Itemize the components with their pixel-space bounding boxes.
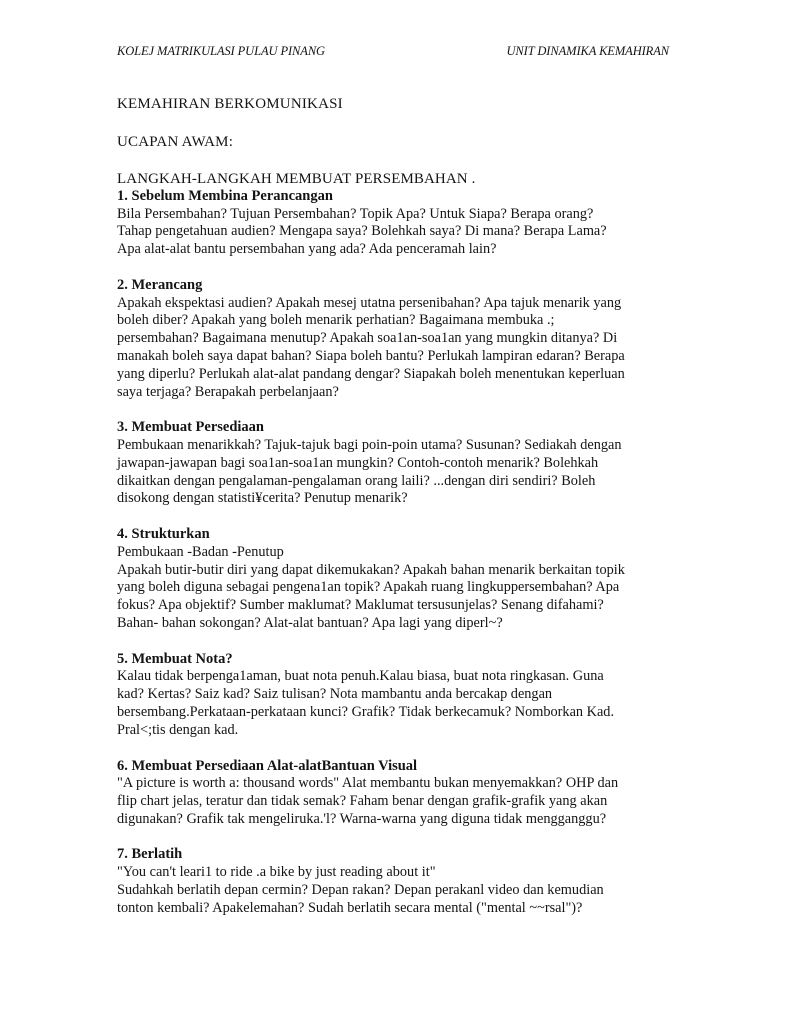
- body-line: yang boleh diguna sebagai pengena1an topik? Apakah ruang lingkuppersembahan? Apa: [117, 579, 620, 596]
- section: [117, 758, 677, 829]
- section-body: [117, 295, 677, 402]
- body-line: Pral<;tis dengan kad.: [117, 721, 239, 738]
- body-line: Apakah ekspektasi audien? Apakah mesej utatna persenibahan? Apa tajuk menarik yang: [117, 294, 622, 311]
- section-body: [117, 775, 677, 828]
- section: [117, 277, 677, 401]
- body-line: saya terjaga? Berapakah perbelanjaan?: [117, 383, 339, 400]
- body-line: Pembukaan menarikkah? Tajuk-tajuk bagi poin-poin utama? Susunan? Sediakah dengan: [117, 436, 622, 453]
- body-line: digunakan? Grafik tak mengeliruka.'l? Warna-warna yang diguna tidak mengganggu?: [117, 810, 607, 827]
- body-line: Tahap pengetahuan audien? Mengapa saya? Bolehkah saya? Di mana? Berapa Lama?: [117, 223, 607, 240]
- section-heading: 2. Merancang: [117, 276, 203, 293]
- body-line: persembahan? Bagaimana menutup? Apakah soa1an-soa1an yang mungkin ditanya? Di: [117, 330, 618, 347]
- running-header: [117, 44, 677, 62]
- section: [117, 419, 677, 508]
- section: [117, 846, 677, 917]
- document-page: [117, 44, 677, 935]
- body-line: Kalau tidak berpenga1aman, buat nota penuh.Kalau biasa, buat nota ringkasan. Guna: [117, 668, 604, 685]
- document-title: KEMAHIRAN BERKOMUNIKASI: [117, 96, 343, 112]
- header-left: KOLEJ MATRIKULASI PULAU PINANG: [117, 44, 325, 58]
- section: [117, 188, 677, 259]
- section-heading: 3. Membuat Persediaan: [117, 419, 264, 436]
- body-line: "You can't leari1 to ride .a bike by just reading about it": [117, 864, 436, 881]
- body-line: bersembang.Perkataan-perkataan kunci? Grafik? Tidak berkecamuk? Nomborkan Kad.: [117, 703, 615, 720]
- body-line: boleh diber? Apakah yang boleh menarik perhatian? Bagaimana membuka .;: [117, 312, 555, 329]
- section: [117, 526, 677, 633]
- body-line: Bahan- bahan sokongan? Alat-alat bantuan? Apa lagi yang diperl~?: [117, 614, 503, 631]
- section-body: [117, 544, 677, 633]
- body-line: dikaitkan dengan pengalaman-pengalaman orang laili? ...dengan diri sendiri? Boleh: [117, 472, 596, 489]
- body-line: Apakah butir-butir diri yang dapat dikemukakan? Apakah bahan menarik berkaitan topik: [117, 561, 625, 578]
- section-heading: 5. Membuat Nota?: [117, 650, 233, 667]
- section-heading: 1. Sebelum Membina Perancangan: [117, 188, 333, 204]
- body-line: disokong dengan statisti¥cerita? Penutup menarik?: [117, 490, 408, 507]
- section-heading: 4. Strukturkan: [117, 526, 210, 543]
- body-line: yang diperlu? Perlukah alat-alat pandang dengar? Siapakah boleh menentukan keperluan: [117, 365, 625, 382]
- body-line: Bila Persembahan? Tujuan Persembahan? Topik Apa? Untuk Siapa? Berapa orang?: [117, 205, 594, 222]
- section-body: [117, 864, 677, 917]
- section-body: [117, 206, 677, 259]
- document-subtitle: UCAPAN AWAM:: [117, 134, 234, 150]
- body-line: Apa alat-alat bantu persembahan yang ada? Ada penceramah lain?: [117, 241, 497, 258]
- body-line: fokus? Apa objektif? Sumber maklumat? Maklumat tersusunjelas? Senang difahami?: [117, 597, 604, 614]
- body-line: Pembukaan -Badan -Penutup: [117, 543, 284, 560]
- section-body: [117, 668, 677, 739]
- section-body: [117, 437, 677, 508]
- section-heading: 7. Berlatih: [117, 846, 183, 863]
- sections-list: [117, 188, 677, 917]
- header-right: UNIT DINAMIKA KEMAHIRAN: [506, 44, 669, 58]
- body-line: flip chart jelas, teratur dan tidak semak? Faham benar dengan grafik-grafik yang akan: [117, 792, 608, 809]
- body-line: tonton kembali? Apakelemahan? Sudah berlatih secara mental ("mental ~~rsal")?: [117, 899, 583, 916]
- section: [117, 651, 677, 740]
- steps-title: LANGKAH-LANGKAH MEMBUAT PERSEMBAHAN .: [117, 171, 476, 187]
- body-line: kad? Kertas? Saiz kad? Saiz tulisan? Nota mambantu anda bercakap dengan: [117, 686, 553, 703]
- body-line: manakah boleh saya dapat bahan? Siapa boleh bantu? Perlukah lampiran edaran? Berapa: [117, 347, 625, 364]
- body-line: jawapan-jawapan bagi soa1an-soa1an mungkin? Contoh-contoh menarik? Bolehkah: [117, 454, 599, 471]
- section-heading: 6. Membuat Persediaan Alat-alatBantuan Visual: [117, 757, 418, 774]
- body-line: Sudahkah berlatih depan cermin? Depan rakan? Depan perakanl video dan kemudian: [117, 881, 604, 898]
- body-line: "A picture is worth a: thousand words" Alat membantu bukan menyemakkan? OHP dan: [117, 775, 619, 792]
